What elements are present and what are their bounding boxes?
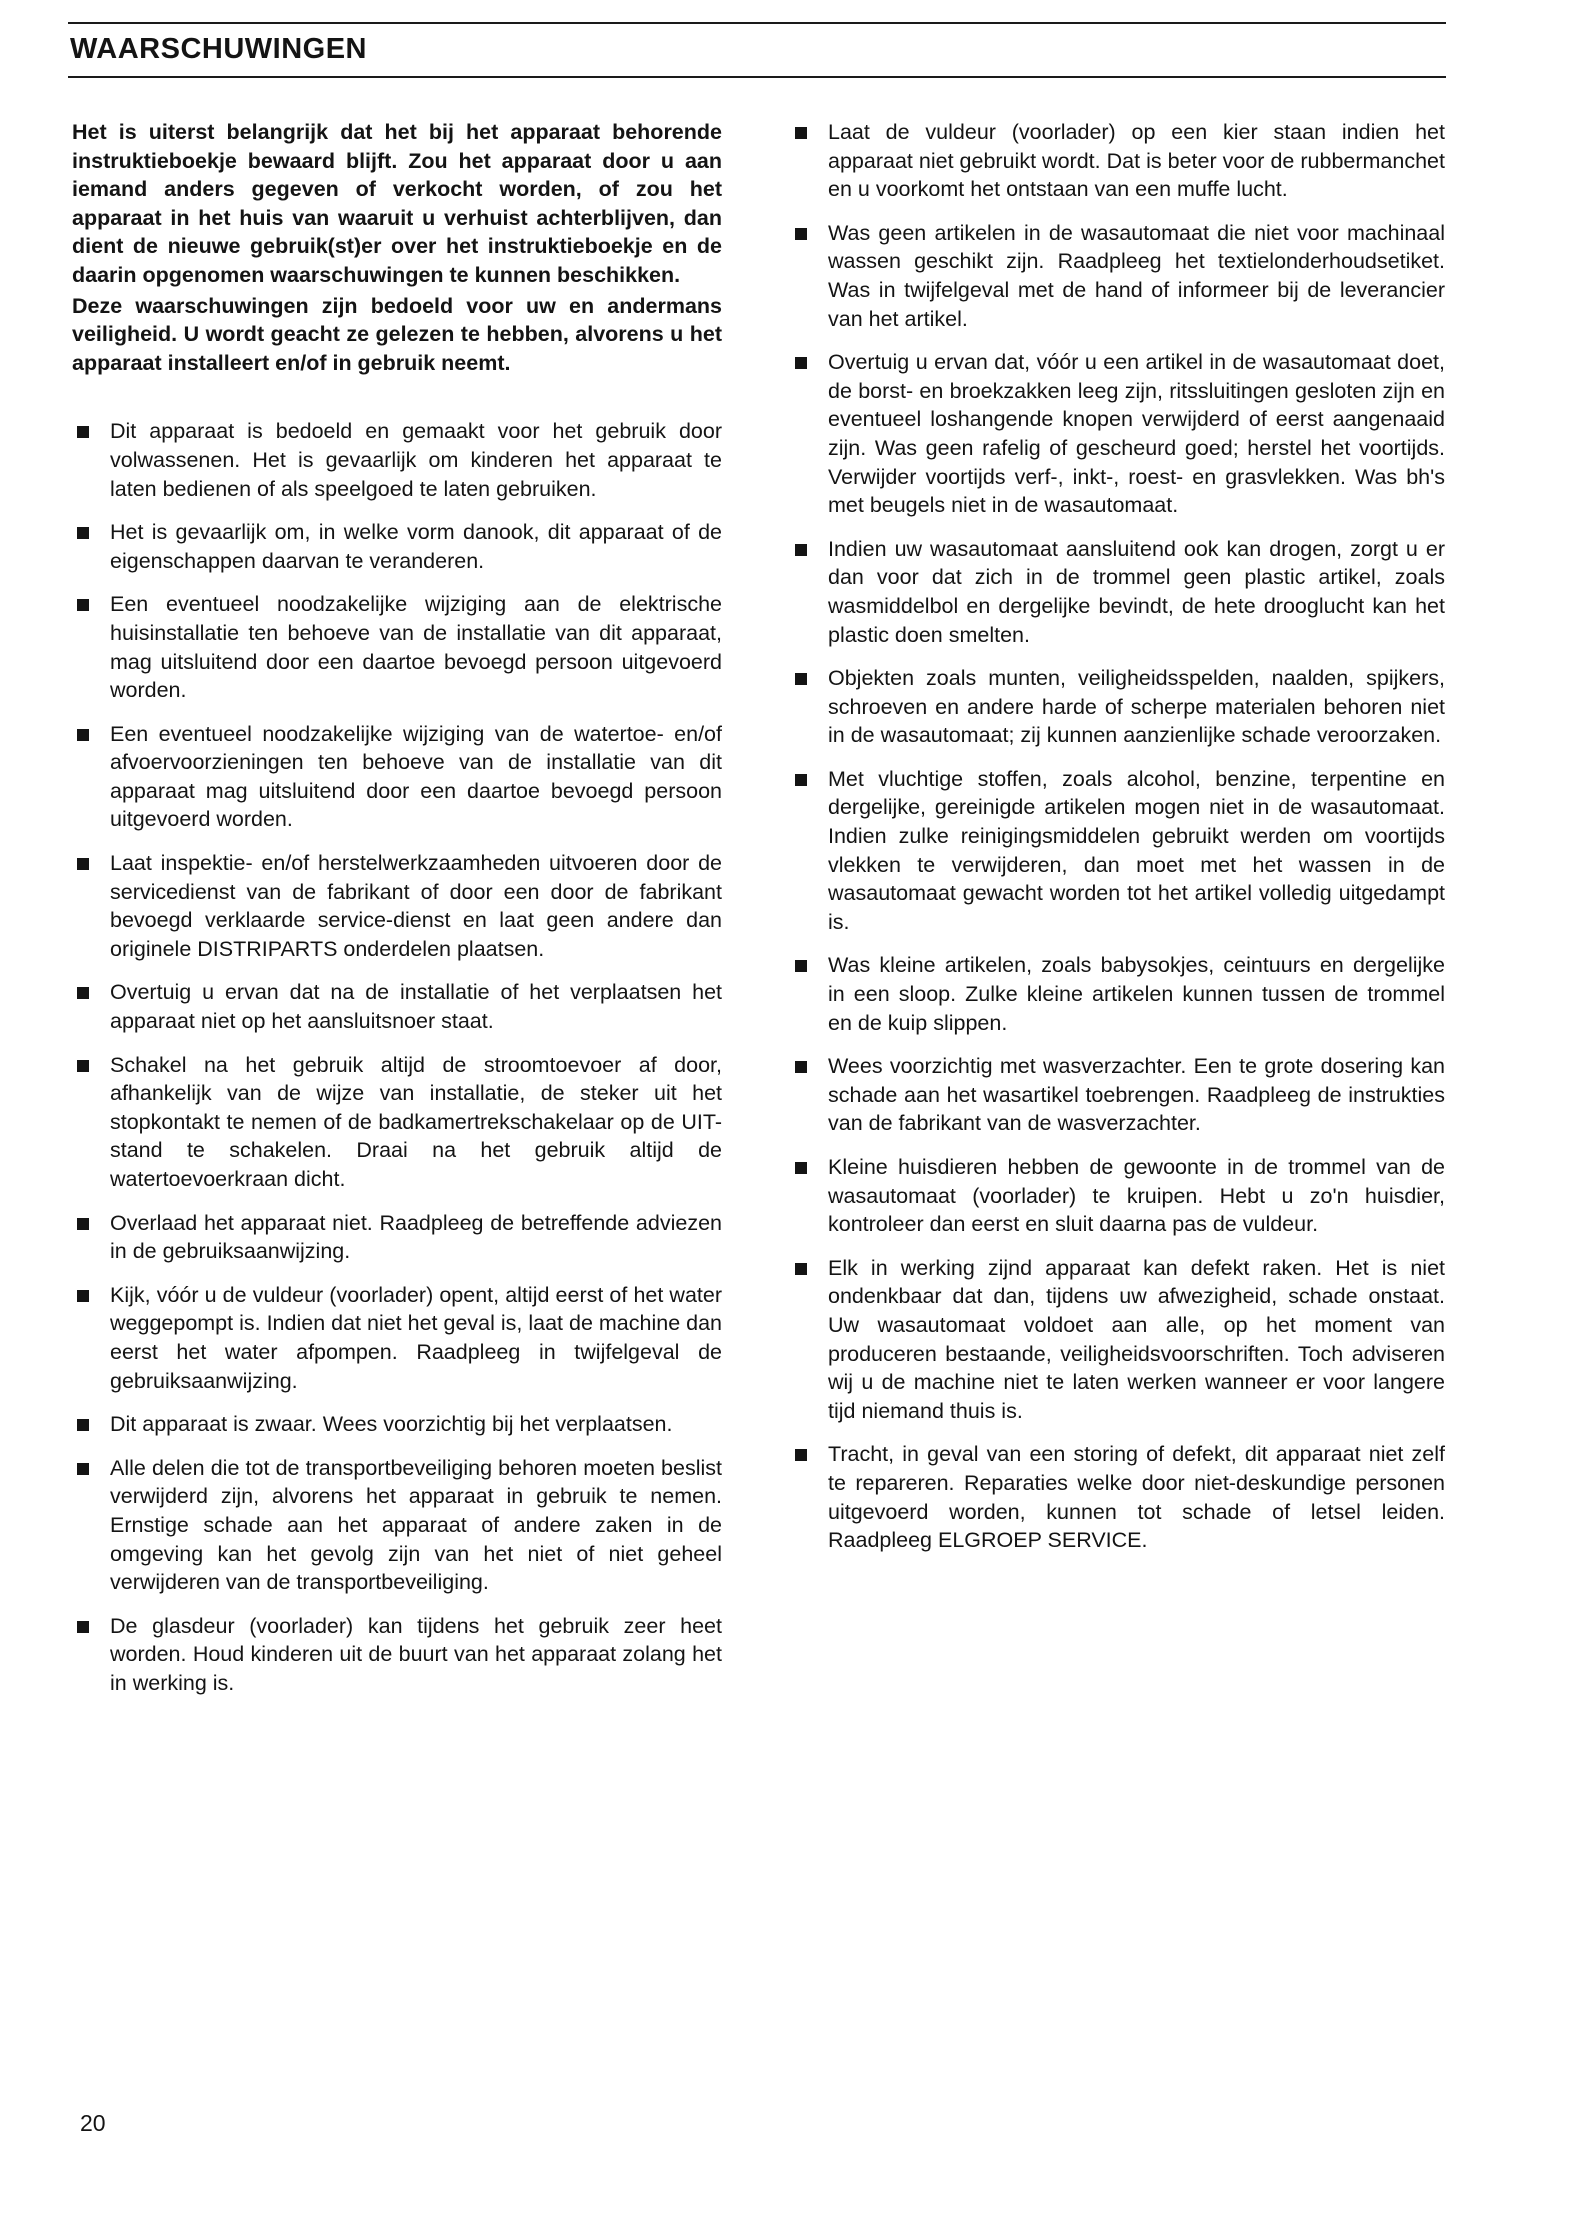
warning-item <box>72 590 722 704</box>
square-bullet-icon <box>77 527 89 539</box>
square-bullet-icon <box>795 228 807 240</box>
warning-text: Objekten zoals munten, veiligheidsspelden, naalden, spijkers, schroeven en andere harde of scherpe materialen behoren niet in de wasautomaat; zij kunnen aanzienlijke schade veroorzaken. <box>828 666 1445 748</box>
left-warning-list <box>72 417 722 1697</box>
warning-item <box>72 518 722 575</box>
warning-text: Schakel na het gebruik altijd de stroomtoevoer af door, afhankelijk van de wijze van installatie, de steker uit het stopkontakt te nemen of de badkamertrekschakelaar op de UIT-stand te schakelen. Draai na het gebruik altijd de watertoevoerkraan dicht. <box>110 1052 722 1191</box>
warning-text: De glasdeur (voorlader) kan tijdens het gebruik zeer heet worden. Houd kinderen uit de buurt van het apparaat zolang het in werking is. <box>110 1613 722 1695</box>
warning-text: Indien uw wasautomaat aansluitend ook kan drogen, zorgt u er dan voor dat zich in de trommel geen plastic artikel, zoals wasmiddelbol en dergelijke bevindt, de hete drooglucht kan het plastic doen smelten. <box>828 536 1445 647</box>
square-bullet-icon <box>77 1419 89 1431</box>
warning-item <box>72 978 722 1035</box>
warning-item <box>790 348 1445 520</box>
square-bullet-icon <box>795 544 807 556</box>
warning-text: Laat de vuldeur (voorlader) op een kier staan indien het apparaat niet gebruikt wordt. Dat is beter voor de rubbermanchet en u voorkomt het ontstaan van een muffe lucht. <box>828 120 1445 202</box>
header-rule-top <box>68 22 1446 24</box>
warning-text: Dit apparaat is zwaar. Wees voorzichtig bij het verplaatsen. <box>110 1412 673 1437</box>
warning-text: Overtuig u ervan dat na de installatie of het verplaatsen het apparaat niet op het aansluitsnoer staat. <box>110 980 722 1034</box>
warning-item <box>72 1051 722 1194</box>
warning-text: Het is gevaarlijk om, in welke vorm danook, dit apparaat of de eigenschappen daarvan te veranderen. <box>110 520 722 573</box>
square-bullet-icon <box>795 1162 807 1174</box>
warning-item <box>72 720 722 834</box>
square-bullet-icon <box>77 1463 89 1475</box>
square-bullet-icon <box>795 127 807 139</box>
warning-item <box>72 1209 722 1266</box>
page-title: WAARSCHUWINGEN <box>70 33 367 65</box>
warning-item <box>790 219 1445 333</box>
square-bullet-icon <box>77 729 89 741</box>
square-bullet-icon <box>795 1263 807 1275</box>
square-bullet-icon <box>77 1621 89 1633</box>
square-bullet-icon <box>77 1290 89 1302</box>
warning-text: Wees voorzichtig met wasverzachter. Een te grote dosering kan schade aan het wasartikel toebrengen. Raadpleeg de instrukties van de fabrikant van de wasverzachter. <box>828 1054 1445 1136</box>
warning-item <box>790 951 1445 1037</box>
left-column <box>72 118 722 1713</box>
right-column <box>790 118 1445 1570</box>
warning-text: Een eventueel noodzakelijke wijziging aan de elektrische huisinstallatie ten behoeve van de installatie van dit apparaat, mag uitsluitend door een daartoe bevoegd persoon uitgevoerd worden. <box>110 592 722 703</box>
square-bullet-icon <box>795 960 807 972</box>
warning-item <box>790 664 1445 750</box>
square-bullet-icon <box>795 1449 807 1461</box>
warning-text: Een eventueel noodzakelijke wijziging van de watertoe- en/of afvoervoorzieningen ten behoeve van de installatie van dit apparaat mag uitsluitend door een daartoe bevoegd persoon uitgevoerd worden. <box>110 721 722 832</box>
square-bullet-icon <box>77 987 89 999</box>
warning-text: Was kleine artikelen, zoals babysokjes, ceintuurs en dergelijke in een sloop. Zulke kleine artikelen kunnen tussen de trommel en de kuip slippen. <box>828 953 1445 1035</box>
warning-item <box>72 417 722 503</box>
header-rule-bottom <box>68 76 1446 78</box>
square-bullet-icon <box>795 673 807 685</box>
warning-text: Overtuig u ervan dat, vóór u een artikel in de wasautomaat doet, de borst- en broekzakken leeg zijn, ritssluitingen gesloten zijn en eventueel loshangende knopen verwijderd of eerst aangenaaid zijn. Was geen rafelig of gescheurd goed; herstel het voortijds. Verwijder voortijds verf-, inkt-, roest- en grasvlekken. Was bh's met beugels niet in de wasautomaat. <box>828 350 1445 518</box>
square-bullet-icon <box>77 1218 89 1230</box>
warning-text: Kleine huisdieren hebben de gewoonte in de trommel van de wasautomaat (voorlader) te kruipen. Hebt u zo'n huisdier, kontroleer dan eerst en sluit daarna pas de vuldeur. <box>828 1155 1445 1237</box>
warning-text: Laat inspektie- en/of herstelwerkzaamheden uitvoeren door de servicedienst van de fabrikant of door een door de fabrikant bevoegd verklaarde service-dienst en laat geen andere dan originele DISTRIPARTS onderdelen plaatsen. <box>110 851 722 961</box>
warning-item <box>72 1410 722 1439</box>
warning-text: Alle delen die tot de transportbeveiliging behoren moeten beslist verwijderd zijn, alvorens het apparaat in gebruik te nemen. Ernstige schade aan het apparaat of andere zaken in de omgeving kan het gevolg zijn van het niet of niet geheel verwijderen van de transportbeveiliging. <box>110 1455 722 1595</box>
warning-item <box>790 1254 1445 1426</box>
page-number: 20 <box>80 2110 106 2136</box>
square-bullet-icon <box>77 1060 89 1072</box>
warning-text: Met vluchtige stoffen, zoals alcohol, benzine, terpentine en dergelijke, gereinigde artikelen mogen niet in de wasautomaat. Indien zulke reinigingsmiddelen gebruikt werden om voortijds vlekken te verwijderen, dan moet met het wassen in de wasautomaat gewacht worden tot het artikel volledig uitgedampt is. <box>828 766 1445 934</box>
warning-item <box>790 118 1445 204</box>
warning-item <box>790 1052 1445 1138</box>
warning-item <box>72 1612 722 1698</box>
intro-paragraph: Deze waarschuwingen zijn bedoeld voor uw en andermans veiligheid. U wordt geacht ze gelezen te hebben, alvorens u het apparaat installeert en/of in gebruik neemt. <box>72 293 722 375</box>
warning-item <box>72 849 722 963</box>
right-warning-list <box>790 118 1445 1555</box>
intro-text <box>72 118 722 377</box>
warning-text: Kijk, vóór u de vuldeur (voorlader) opent, altijd eerst of het water weggepompt is. Indien dat niet het geval is, laat de machine dan eerst het water afpompen. Raadpleeg in twijfelgeval de gebruiksaanwijzing. <box>110 1282 722 1393</box>
warning-item <box>72 1454 722 1597</box>
square-bullet-icon <box>795 1061 807 1073</box>
square-bullet-icon <box>77 858 89 870</box>
square-bullet-icon <box>77 426 89 438</box>
warning-text: Tracht, in geval van een storing of defekt, dit apparaat niet zelf te repareren. Reparaties welke door niet-deskundige personen uitgevoerd worden, kunnen tot schade of letsel leiden. Raadpleeg ELGROEP SERVICE. <box>828 1442 1445 1553</box>
warning-item <box>790 535 1445 649</box>
square-bullet-icon <box>77 599 89 611</box>
warning-text: Was geen artikelen in de wasautomaat die niet voor machinaal wassen geschikt zijn. Raadpleeg het textielonderhoudsetiket. Was in twijfelgeval met de hand of informeer bij de leverancier van het artikel. <box>828 220 1445 331</box>
warning-item <box>790 1440 1445 1554</box>
warning-item <box>790 1153 1445 1239</box>
square-bullet-icon <box>795 357 807 369</box>
warning-text: Overlaad het apparaat niet. Raadpleeg de betreffende adviezen in de gebruiksaanwijzing. <box>110 1210 722 1264</box>
warning-item <box>72 1281 722 1395</box>
warning-item <box>790 765 1445 937</box>
square-bullet-icon <box>795 774 807 786</box>
warning-text: Elk in werking zijnd apparaat kan defekt raken. Het is niet ondenkbaar dat dan, tijdens uw afwezigheid, schade onstaat. Uw wasautomaat voldoet aan alle, op het moment van produceren bestaande, veiligheidsvoorschriften. Toch adviseren wij u de machine niet te laten werken wanneer er voor langere tijd niemand thuis is. <box>828 1255 1445 1423</box>
intro-paragraph: Het is uiterst belangrijk dat het bij het apparaat behorende instruktieboekje bewaard blijft. Zou het apparaat door u aan iemand anders gegeven of verkocht worden, of zou het apparaat in het huis van waaruit u verhuist achterblijven, dan dient de nieuwe gebruik(st)er over het instruktieboekje en de daarin opgenomen waarschuwingen te kunnen beschikken. <box>72 120 722 287</box>
warning-text: Dit apparaat is bedoeld en gemaakt voor het gebruik door volwassenen. Het is gevaarlijk om kinderen het apparaat te laten bedienen of als speelgoed te laten gebruiken. <box>110 419 722 501</box>
